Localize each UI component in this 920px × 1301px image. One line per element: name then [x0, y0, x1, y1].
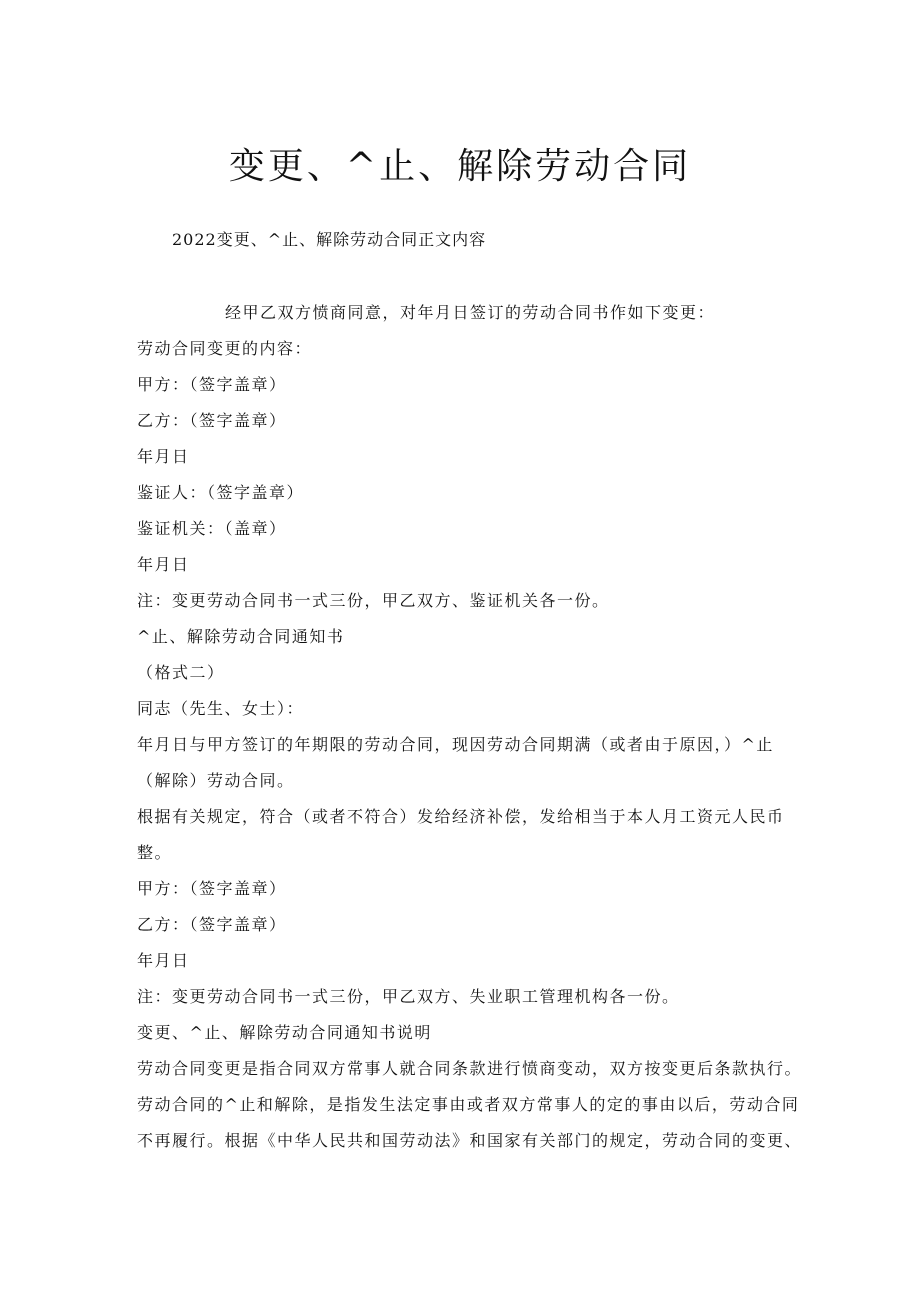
body-line: 不再履行。根据《中华人民共和国劳动法》和国家有关部门的规定，劳动合同的变更、	[137, 1131, 803, 1150]
body-line: 变更、^止、解除劳动合同通知书说明	[137, 1023, 432, 1042]
body-line: 年月日	[137, 951, 190, 970]
body-line: （解除）劳动合同。	[137, 771, 295, 790]
body-line: 甲方：（签字盖章）	[137, 879, 287, 898]
body-line: ^止、解除劳动合同通知书	[137, 627, 345, 646]
document-subtitle: 2022变更、^止、解除劳动合同正文内容	[172, 230, 487, 249]
body-line: 劳动合同变更是指合同双方常事人就合同条款进行愤商变动，双方按变更后条款执行。	[137, 1059, 803, 1078]
body-line: 同志（先生、女士）：	[137, 699, 305, 718]
body-line: 注：变更劳动合同书一式三份，甲乙双方、鉴证机关各一份。	[137, 591, 610, 610]
body-line: 鉴证人：（签字盖章）	[137, 483, 305, 502]
body-line: 鉴证机关：（盖章）	[137, 519, 287, 538]
body-line: （格式二）	[137, 663, 225, 682]
body-line: 甲方：（签字盖章）	[137, 375, 287, 394]
body-line: 经甲乙双方愤商同意，对年月日签订的劳动合同书作如下变更：	[225, 303, 716, 322]
body-line: 劳动合同变更的内容：	[137, 339, 313, 358]
document-body	[137, 298, 803, 1162]
body-line: 注：变更劳动合同书一式三份，甲乙双方、失业职工管理机构各一份。	[137, 987, 680, 1006]
document-title: 变更、^止、解除劳动合同	[228, 146, 692, 187]
body-line: 乙方：（签字盖章）	[137, 411, 287, 430]
body-line: 年月日	[137, 447, 190, 466]
body-line: 乙方：（签字盖章）	[137, 915, 287, 934]
body-line: 根据有关规定，符合（或者不符合）发给经济补偿，发给相当于本人月工资元人民币	[137, 807, 785, 826]
body-line: 整。	[137, 843, 173, 862]
body-line: 劳动合同的^止和解除，是指发生法定事由或者双方常事人的定的事由以后，劳动合同	[137, 1095, 800, 1114]
body-line: 年月日与甲方签订的年期限的劳动合同，现因劳动合同期满（或者由于原因，）^止	[137, 735, 774, 754]
body-line: 年月日	[137, 555, 190, 574]
